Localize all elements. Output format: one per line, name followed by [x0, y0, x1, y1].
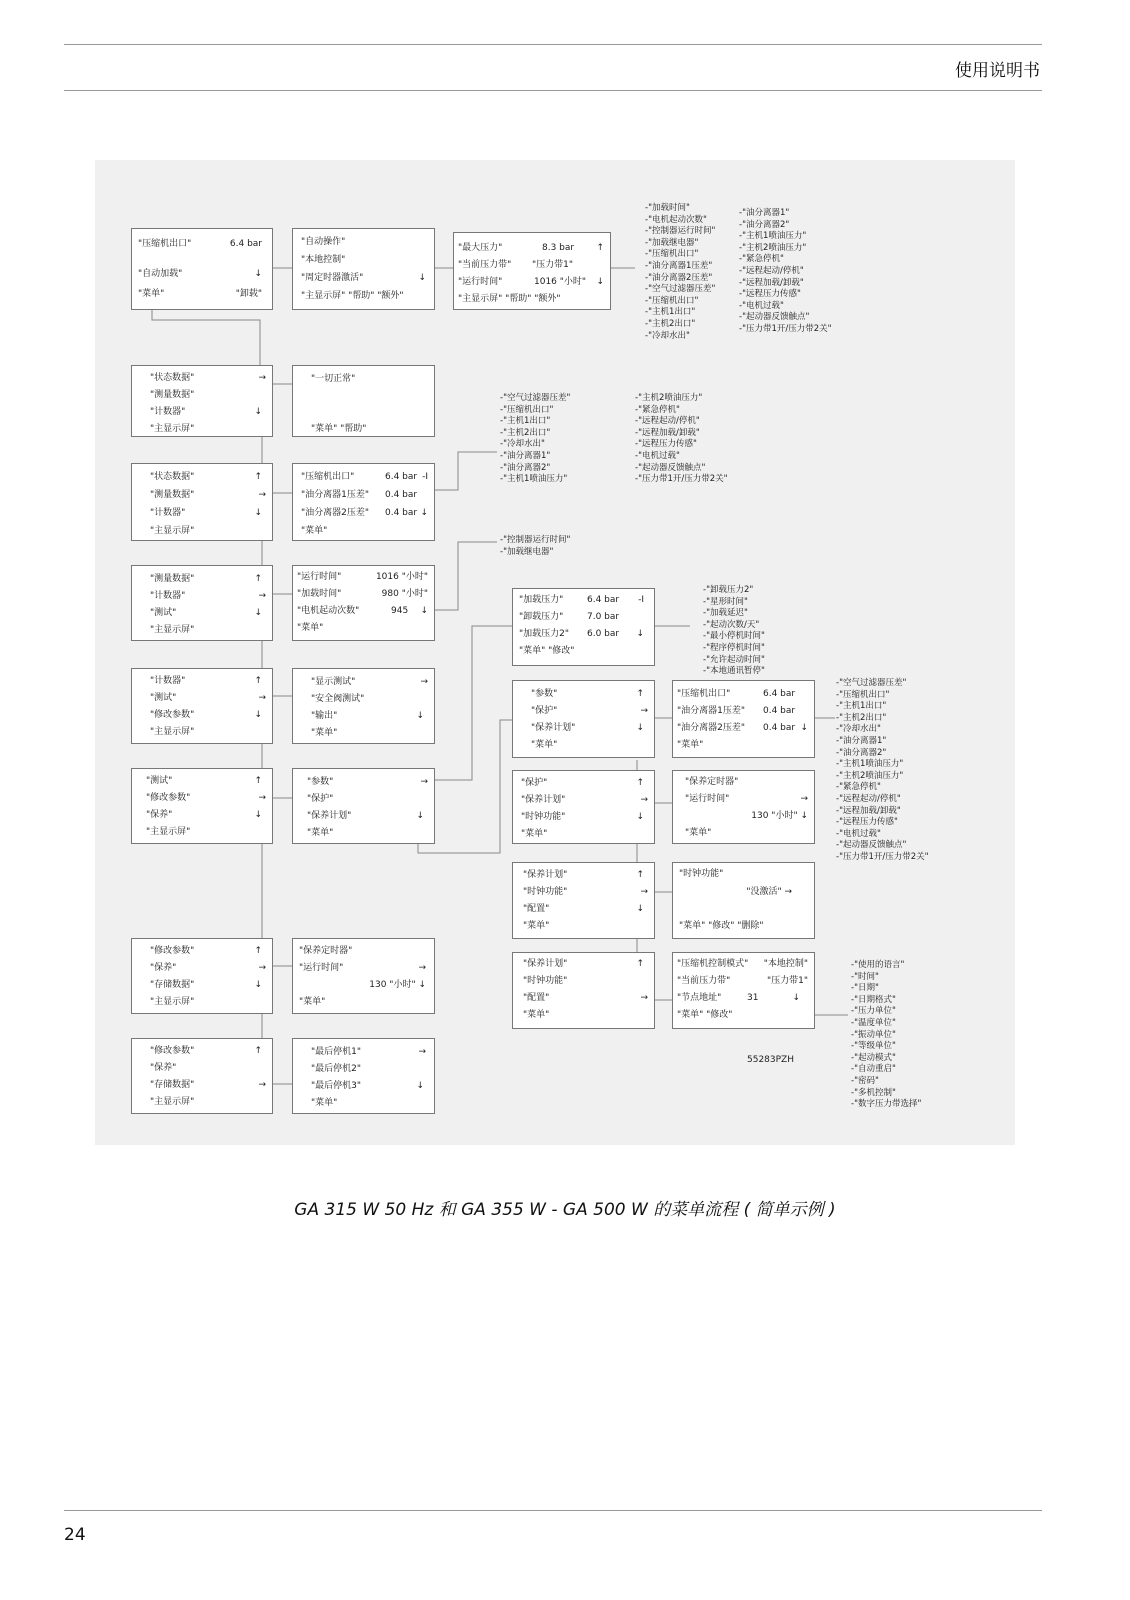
list-item: -"压缩机出口" — [645, 249, 699, 260]
menu-box-counters-nav — [131, 565, 273, 641]
menu-box-auto-operation — [292, 228, 435, 310]
row-label: "菜单" — [523, 1010, 550, 1020]
row-label: "主显示屏" "帮助" "额外" — [301, 291, 404, 301]
option-list-measure-2 — [635, 393, 728, 486]
row-arrow: → — [258, 591, 266, 601]
row-arrow: ↑ — [636, 689, 644, 699]
menu-box-compressor-outlet — [131, 228, 273, 310]
row-label: "运行时间" — [685, 794, 730, 804]
list-item: -"电机过载" — [739, 300, 784, 311]
menu-box-protection-nav — [512, 770, 655, 844]
footer-rule — [64, 1510, 1042, 1511]
row-label: "菜单" "修改" — [677, 1010, 733, 1020]
menu-box-protection-values — [672, 680, 815, 758]
row-label: "菜单" — [311, 728, 338, 738]
row-value: 6.0 bar — [587, 629, 620, 639]
list-item: -"程序停机时间" — [703, 642, 765, 653]
option-list-main-1 — [645, 203, 715, 342]
list-item: -"主机1出口" — [500, 416, 551, 427]
row-label: "计数器" — [150, 676, 186, 686]
row-label: "加载压力2" — [519, 629, 570, 639]
row-value: "没激活" → — [746, 887, 792, 897]
list-item: -"数字压力带选择" — [851, 1099, 922, 1110]
row-label: "主显示屏" — [150, 625, 195, 635]
list-item: -"加载继电器" — [645, 237, 699, 248]
row-value: 0.4 bar — [763, 723, 796, 733]
row-label: "计数器" — [150, 591, 186, 601]
row-label: "测试" — [150, 608, 177, 618]
figure-caption: GA 315 W 50 Hz 和 GA 355 W - GA 500 W 的菜单流程 ( 简单示例 ) — [294, 1200, 836, 1220]
list-item: -"远程加载/卸载" — [739, 277, 804, 288]
list-item: -"卸载压力2" — [703, 585, 754, 595]
list-item: -"压力单位" — [851, 1006, 896, 1017]
row-label: "菜单" — [307, 828, 334, 838]
row-arrow: ↓ — [420, 606, 428, 616]
row-arrow: ↓ — [416, 1081, 424, 1091]
list-item: -"星形时间" — [703, 596, 748, 607]
row-value: 6.4 bar — [763, 689, 796, 699]
page-number: 24 — [64, 1525, 86, 1545]
list-item: -"日期格式" — [851, 994, 896, 1005]
menu-box-test-nav — [131, 768, 273, 844]
menu-box-service-timer-right — [672, 770, 815, 844]
row-arrow: ↓ — [416, 711, 424, 721]
list-item: -"空气过滤器压差" — [836, 678, 907, 688]
option-list-protection — [836, 678, 929, 864]
row-label: "油分离器2压差" — [677, 723, 746, 733]
menu-box-all-ok — [292, 365, 435, 437]
row-label: "菜单" — [685, 828, 712, 838]
row-label: "油分离器2压差" — [301, 508, 370, 518]
row-label: "测量数据" — [150, 574, 195, 584]
row-label: "菜单" — [521, 829, 548, 839]
row-arrow: ↓ — [254, 269, 262, 279]
row-arrow: -I — [422, 472, 428, 482]
list-item: -"冷却水出" — [645, 330, 690, 341]
row-label: "运行时间" — [297, 572, 342, 582]
document-title: 使用说明书 — [955, 61, 1040, 81]
row-arrow: ↓ — [254, 508, 262, 518]
row-label: "安全阀测试" — [311, 694, 365, 704]
menu-box-saved-data-nav — [131, 1038, 273, 1114]
row-label: "最后停机1" — [311, 1047, 362, 1057]
row-label: "主显示屏" — [150, 1097, 195, 1107]
list-item: -"允许起动时间" — [703, 654, 765, 665]
list-item: -"时间" — [851, 971, 879, 982]
list-item: -"远程起动/停机" — [739, 265, 804, 276]
row-value: "压力带1" — [532, 260, 574, 270]
list-item: -"压力带1开/压力带2关" — [739, 323, 832, 334]
row-arrow: → — [640, 706, 648, 716]
list-item: -"主机1出口" — [645, 307, 696, 318]
row-label: "主显示屏" — [150, 526, 195, 536]
row-label: "最后停机2" — [311, 1064, 362, 1074]
row-arrow: ↓ — [254, 710, 262, 720]
row-arrow: ↓ — [800, 723, 808, 733]
figure-code: 55283PZH — [747, 1055, 794, 1065]
row-arrow: ↓ — [416, 811, 424, 821]
list-item: -"冷却水出" — [836, 724, 881, 735]
list-item: -"起动器反馈触点" — [635, 462, 706, 473]
row-value: 6.4 bar — [385, 472, 418, 482]
row-label: "节点地址" — [677, 993, 722, 1003]
row-label: "保养计划" — [523, 959, 568, 969]
menu-box-last-shutdowns — [292, 1038, 435, 1114]
row-arrow: → — [420, 777, 428, 787]
list-item: -"油分离器2压差" — [645, 272, 713, 283]
row-arrow: ↑ — [254, 472, 262, 482]
row-label: "自动加载" — [138, 269, 183, 279]
list-item: -"电机过载" — [635, 450, 680, 461]
menu-box-parameters — [292, 768, 435, 844]
row-label: "保养定时器" — [685, 777, 739, 787]
row-arrow: ↑ — [254, 676, 262, 686]
list-item: -"起动器反馈触点" — [739, 312, 810, 323]
row-arrow: → — [258, 490, 266, 500]
option-list-configuration — [851, 960, 921, 1111]
list-item: -"主机2出口" — [836, 712, 887, 723]
list-item: -"主机1喷油压力" — [500, 474, 568, 485]
list-item: -"远程压力传感" — [635, 439, 697, 450]
row-label: "参数" — [531, 689, 558, 699]
row-label: "测试" — [150, 693, 177, 703]
row-label: "当前压力带" — [458, 260, 512, 270]
row-label: "主显示屏" — [150, 997, 195, 1007]
row-arrow: ↑ — [636, 778, 644, 788]
row-arrow: → — [800, 794, 808, 804]
row-arrow: ↓ — [254, 980, 262, 990]
list-item: -"加载延迟" — [703, 608, 748, 619]
row-label: "主显示屏" — [150, 424, 195, 434]
row-label: "加载时间" — [297, 589, 342, 599]
row-label: "压缩机出口" — [301, 472, 355, 482]
menu-box-counter-test — [131, 668, 273, 744]
row-arrow: ↑ — [254, 946, 262, 956]
row-label: "测量数据" — [150, 490, 195, 500]
row-label: "自动操作" — [301, 237, 346, 247]
row-label: "时钟功能" — [523, 887, 568, 897]
list-item: -"油分离器2" — [836, 747, 887, 758]
row-label: "本地控制" — [301, 255, 346, 265]
row-arrow: ↑ — [254, 1046, 262, 1056]
row-value: 0.4 bar — [763, 706, 796, 716]
row-label: "修改参数" — [146, 793, 191, 803]
row-label: "电机起动次数" — [297, 606, 360, 616]
row-label: "菜单" — [138, 289, 165, 299]
row-label: "修改参数" — [150, 1046, 195, 1056]
row-label: "当前压力带" — [677, 976, 731, 986]
row-label: "运行时间" — [458, 277, 503, 287]
row-arrow: ↓ — [420, 508, 428, 518]
list-item: -"空气过滤器压差" — [645, 284, 716, 295]
row-value: "压力带1" — [766, 976, 808, 986]
row-label: "运行时间" — [299, 963, 344, 973]
row-value: 1016 "小时" — [534, 277, 587, 287]
row-label: "测量数据" — [150, 390, 195, 400]
menu-box-measurements — [292, 463, 435, 541]
list-item: -"密码" — [851, 1075, 879, 1086]
row-arrow: ↑ — [254, 776, 262, 786]
row-label: "保养" — [150, 1063, 177, 1073]
menu-box-max-pressure — [453, 232, 611, 310]
row-arrow: -I — [638, 595, 644, 605]
row-label: "保护" — [307, 794, 334, 804]
row-arrow: → — [258, 373, 266, 383]
list-item: -"远程压力传感" — [739, 289, 801, 300]
menu-box-clock-function — [672, 862, 815, 939]
row-arrow: ↓ — [636, 629, 644, 639]
list-item: -"压缩机出口" — [836, 689, 890, 700]
row-label: "时钟功能" — [679, 869, 724, 879]
list-item: -"控制器运行时间" — [645, 226, 716, 237]
row-label: "菜单" — [677, 740, 704, 750]
row-value: 980 "小时" — [381, 589, 428, 599]
list-item: -"电机起动次数" — [645, 214, 707, 225]
row-label: "计数器" — [150, 407, 186, 417]
row-label: "菜单" — [531, 740, 558, 750]
row-value: 130 "小时" ↓ — [751, 811, 808, 821]
row-label: "状态数据" — [150, 472, 195, 482]
row-arrow: ↓ — [636, 904, 644, 914]
row-label: "测试" — [146, 776, 173, 786]
list-item: -"自动重启" — [851, 1064, 896, 1075]
list-item: -"压力带1开/压力带2关" — [836, 851, 929, 862]
row-arrow: → — [258, 693, 266, 703]
row-arrow: → — [258, 963, 266, 973]
row-label: "菜单" — [297, 623, 324, 633]
list-item: -"压缩机出口" — [500, 404, 554, 415]
row-label: "时钟功能" — [523, 976, 568, 986]
row-arrow: ↓ — [418, 273, 426, 283]
row-label: "保护" — [521, 778, 548, 788]
row-label: "状态数据" — [150, 373, 195, 383]
option-list-load-params — [703, 585, 765, 678]
row-arrow: → — [418, 963, 426, 973]
row-label: "时钟功能" — [521, 812, 566, 822]
list-item: -"主机1喷油压力" — [836, 759, 904, 770]
list-item: -"本地通讯暂停" — [703, 666, 765, 677]
list-item: -"加载继电器" — [500, 546, 554, 557]
row-arrow: ↑ — [254, 574, 262, 584]
row-label: "油分离器1压差" — [301, 490, 370, 500]
menu-box-control-mode — [672, 952, 815, 1029]
row-label: "存储数据" — [150, 1080, 195, 1090]
menu-box-schedule-nav — [512, 862, 655, 939]
menu-box-service-timer — [292, 938, 435, 1014]
row-label: "保养计划" — [521, 795, 566, 805]
list-item: -"油分离器1压差" — [645, 260, 713, 271]
row-label: "保养计划" — [531, 723, 576, 733]
menu-box-service-nav — [131, 938, 273, 1014]
list-item: -"主机1喷油压力" — [739, 231, 807, 242]
list-item: -"主机2喷油压力" — [635, 393, 703, 403]
menu-box-running-hours — [292, 565, 435, 641]
row-label: "计数器" — [150, 508, 186, 518]
menu-box-config-nav — [512, 952, 655, 1029]
row-label: "主显示屏" "帮助" "额外" — [458, 294, 561, 304]
list-item: -"起动模式" — [851, 1052, 896, 1063]
list-item: -"远程起动/停机" — [635, 416, 700, 427]
row-label: "修改参数" — [150, 946, 195, 956]
row-label: "主显示屏" — [150, 727, 195, 737]
list-item: -"多机控制" — [851, 1087, 896, 1098]
option-list-measure-1 — [500, 393, 570, 486]
list-item: -"主机2喷油压力" — [739, 242, 807, 253]
row-label: "保护" — [531, 706, 558, 716]
row-arrow: ↓ — [636, 812, 644, 822]
row-label: "主显示屏" — [146, 827, 191, 837]
row-arrow: ↓ — [636, 723, 644, 733]
list-item: -"日期" — [851, 983, 879, 994]
row-label: "保养计划" — [523, 870, 568, 880]
row-label: "最大压力" — [458, 243, 503, 253]
row-label: "修改参数" — [150, 710, 195, 720]
row-arrow: → — [258, 1080, 266, 1090]
row-arrow: ↑ — [636, 870, 644, 880]
list-item: -"油分离器2" — [739, 219, 790, 230]
row-value: 945 — [391, 606, 409, 616]
option-list-main-2 — [739, 208, 832, 336]
list-item: -"远程起动/停机" — [836, 793, 901, 804]
row-label: "菜单" "修改" "删除" — [679, 921, 764, 931]
row-label: "存储数据" — [150, 980, 195, 990]
menu-box-status-data — [131, 365, 273, 437]
row-value: 130 "小时" ↓ — [369, 980, 426, 990]
row-label: "菜单" — [311, 1098, 338, 1108]
list-item: -"使用的语言" — [851, 960, 905, 970]
list-item: -"加载时间" — [645, 203, 690, 213]
list-item: -"紧急停机" — [635, 404, 680, 415]
row-label: "显示测试" — [311, 677, 356, 687]
row-arrow: ↓ — [254, 810, 262, 820]
list-item: -"起动次数/天" — [703, 619, 760, 630]
row-label: "加载压力" — [519, 595, 564, 605]
row-arrow: ↑ — [596, 243, 604, 253]
list-item: -"空气过滤器压差" — [500, 393, 571, 403]
list-item: -"远程加载/卸载" — [836, 805, 901, 816]
list-item: -"冷却水出" — [500, 439, 545, 450]
row-label: "保养" — [146, 810, 173, 820]
row-label: "配置" — [523, 904, 550, 914]
row-label: "菜单" "修改" — [519, 646, 575, 656]
list-item: -"远程加载/卸载" — [635, 427, 700, 438]
row-label: "保养" — [150, 963, 177, 973]
row-value: "卸载" — [235, 289, 262, 299]
row-value: 6.4 bar — [229, 239, 262, 249]
row-value: 8.3 bar — [542, 243, 575, 253]
row-value: 0.4 bar — [385, 508, 418, 518]
row-arrow: ↓ — [254, 608, 262, 618]
row-label: "保养定时器" — [299, 946, 353, 956]
row-value: 7.0 bar — [587, 612, 620, 622]
list-item: -"主机2喷油压力" — [836, 770, 904, 781]
row-label: "油分离器1压差" — [677, 706, 746, 716]
row-label: "周定时器激活" — [301, 273, 364, 283]
row-arrow: ↓ — [792, 993, 800, 1003]
list-item: -"油分离器1" — [836, 735, 887, 746]
row-arrow: → — [418, 1047, 426, 1057]
list-item: -"主机2出口" — [645, 318, 696, 329]
row-arrow: ↑ — [636, 959, 644, 969]
menu-box-param-nav — [512, 680, 655, 758]
list-item: -"压力带1开/压力带2关" — [635, 474, 728, 485]
list-item: -"最小停机时间" — [703, 631, 765, 642]
menu-box-measure-data — [131, 463, 273, 541]
row-label: "最后停机3" — [311, 1081, 362, 1091]
row-label: "输出" — [311, 711, 338, 721]
row-label: "压缩机控制模式" — [677, 959, 749, 969]
option-list-counters — [500, 535, 570, 558]
list-item: -"油分离器2" — [500, 462, 551, 473]
list-item: -"主机2出口" — [500, 427, 551, 438]
menu-box-display-test — [292, 668, 435, 744]
row-arrow: → — [640, 795, 648, 805]
row-arrow: → — [258, 793, 266, 803]
list-item: -"电机过载" — [836, 828, 881, 839]
row-label: "压缩机出口" — [677, 689, 731, 699]
list-item: -"振动单位" — [851, 1029, 896, 1040]
row-value: 31 — [747, 993, 759, 1003]
list-item: -"压缩机出口" — [645, 295, 699, 306]
row-label: "菜单" — [301, 526, 328, 536]
row-label: "菜单" — [523, 921, 550, 931]
list-item: -"远程压力传感" — [836, 817, 898, 828]
list-item: -"紧急停机" — [836, 782, 881, 793]
row-value: 1016 "小时" — [375, 572, 428, 582]
list-item: -"控制器运行时间" — [500, 535, 571, 545]
row-label: "保养计划" — [307, 811, 352, 821]
row-value: 6.4 bar — [587, 595, 620, 605]
row-label: "一切正常" — [311, 374, 356, 384]
row-value: "本地控制" — [763, 959, 808, 969]
list-item: -"主机1出口" — [836, 701, 887, 712]
list-item: -"起动器反馈触点" — [836, 840, 907, 851]
row-label: "菜单" — [299, 997, 326, 1007]
row-arrow: → — [640, 887, 648, 897]
row-arrow: → — [640, 993, 648, 1003]
list-item: -"温度单位" — [851, 1017, 896, 1028]
row-label: "配置" — [523, 993, 550, 1003]
row-label: "菜单" "帮助" — [311, 424, 367, 434]
row-label: "卸载压力" — [519, 612, 564, 622]
menu-box-load-pressure — [512, 588, 655, 666]
row-arrow: → — [420, 677, 428, 687]
list-item: -"等级单位" — [851, 1041, 896, 1052]
row-value: 0.4 bar — [385, 490, 418, 500]
row-arrow: ↓ — [596, 277, 604, 287]
row-arrow: ↓ — [254, 407, 262, 417]
list-item: -"紧急停机" — [739, 254, 784, 265]
list-item: -"油分离器1" — [739, 208, 790, 218]
row-label: "参数" — [307, 777, 334, 787]
row-label: "压缩机出口" — [138, 239, 192, 249]
list-item: -"油分离器1" — [500, 450, 551, 461]
